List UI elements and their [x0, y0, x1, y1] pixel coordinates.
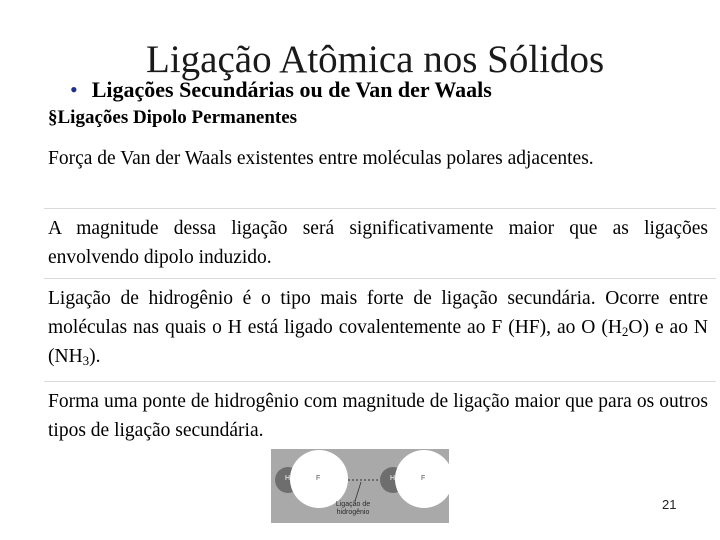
paragraph-text: O) e ao N (NH	[48, 317, 708, 367]
divider	[44, 278, 716, 279]
bullet-marker: •	[70, 77, 78, 102]
subheading	[48, 106, 297, 130]
paragraph-text: Ligação de hidrogênio é o tipo mais forte de ligação secundária. Ocorre entre moléculas nas quais o H está ligado covalentemente ao F (HF), ao O (H	[48, 288, 708, 338]
bullet-heading	[70, 76, 492, 104]
paragraph-hydrogen-bond	[48, 284, 708, 371]
bullet-heading-text: Ligações Secundárias ou de Van der Waals	[91, 77, 492, 102]
slide-title: Ligação Atômica nos Sólidos	[146, 38, 605, 81]
atom-label: H	[285, 475, 291, 482]
paragraph-van-der-waals: Força de Van der Waals existentes entre moléculas polares adjacentes.	[48, 148, 594, 169]
subscript: 2	[621, 324, 629, 339]
hydrogen-bond-diagram	[271, 449, 449, 523]
atom-label: F	[316, 475, 321, 482]
page-number: 21	[662, 497, 677, 512]
atom-label: H	[390, 475, 396, 482]
paragraph-magnitude: A magnitude dessa ligação será significativamente maior que as ligações envolvendo dipolo induzido.	[48, 218, 708, 268]
atom-label: F	[421, 475, 426, 482]
figure-caption: Ligação de hidrogênio	[335, 501, 371, 516]
caption-pointer	[355, 482, 361, 501]
divider	[44, 208, 716, 209]
subscript: 3	[82, 353, 90, 368]
divider	[44, 381, 716, 382]
paragraph-hydrogen-bridge: Forma uma ponte de hidrogênio com magnitude de ligação maior que para os outros tipos de ligação secundária.	[48, 391, 708, 441]
paragraph-text: ).	[89, 346, 101, 367]
subheading-text: Ligações Dipolo Permanentes	[57, 107, 298, 128]
subheading-marker: §	[48, 107, 58, 128]
